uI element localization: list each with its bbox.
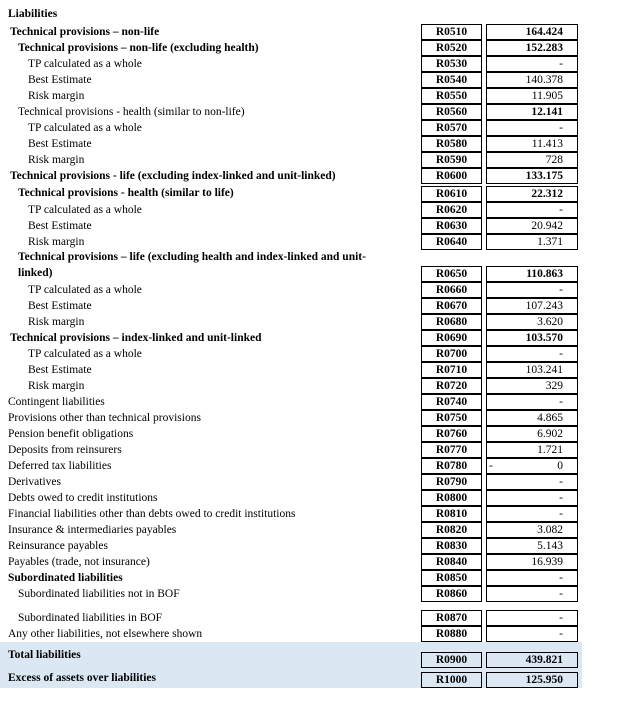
row-value: [486, 610, 578, 626]
table-row: [0, 668, 634, 688]
row-value-text: 107.243: [525, 300, 563, 312]
row-value: [486, 570, 578, 586]
row-code: R0580: [421, 136, 482, 152]
row-value-text: 22.312: [531, 188, 563, 200]
row-code: R0590: [421, 152, 482, 168]
row-code: R0540: [421, 72, 482, 88]
row-value-text: 103.570: [525, 332, 563, 344]
table-row: [0, 88, 634, 104]
row-label: TP calculated as a whole: [28, 57, 142, 70]
row-value: [486, 346, 578, 362]
table-row: [0, 474, 634, 490]
row-value-text: 164.424: [525, 26, 563, 38]
row-code: R0880: [421, 626, 482, 642]
row-value: [486, 56, 578, 72]
row-label: Provisions other than technical provisions: [8, 411, 201, 424]
row-value: [486, 458, 578, 474]
row-label: Technical provisions – index-linked and unit-linked: [10, 331, 262, 344]
row-label: Risk margin: [28, 89, 85, 102]
row-label: Best Estimate: [28, 137, 92, 150]
row-label: Deposits from reinsurers: [8, 443, 122, 456]
row-code: R1000: [421, 672, 482, 688]
row-value-text: -: [559, 476, 563, 488]
row-value-text: -: [559, 122, 563, 134]
row-label: TP calculated as a whole: [28, 283, 142, 296]
table-row: [0, 538, 634, 554]
row-value-text: -: [559, 284, 563, 296]
row-value: [486, 314, 578, 330]
row-value: [486, 652, 578, 668]
row-value: [486, 152, 578, 168]
row-value: [486, 442, 578, 458]
row-value-text: 728: [545, 154, 563, 166]
row-value: [486, 24, 578, 40]
row-label: Any other liabilities, not elsewhere shown: [8, 627, 203, 640]
table-row: [0, 72, 634, 88]
row-label: Debts owed to credit institutions: [8, 491, 158, 504]
row-label: Best Estimate: [28, 299, 92, 312]
row-value: [486, 626, 578, 642]
row-label: TP calculated as a whole: [28, 347, 142, 360]
row-label: Payables (trade, not insurance): [8, 555, 150, 568]
row-label: Technical provisions – life (excluding health and index-linked and unit-: [18, 251, 366, 263]
row-value: [486, 202, 578, 218]
table-row: [0, 362, 634, 378]
row-value-text: 133.175: [525, 170, 563, 182]
table-row: [0, 570, 634, 586]
row-value-text: 3.082: [537, 524, 563, 536]
table-row: [0, 426, 634, 442]
row-value: [486, 72, 578, 88]
row-code: R0610: [421, 186, 482, 202]
table-row: [0, 506, 634, 522]
row-code: R0750: [421, 410, 482, 426]
row-label: Derivatives: [8, 475, 62, 488]
row-code: R0680: [421, 314, 482, 330]
row-label: Best Estimate: [28, 73, 92, 86]
row-code: R0550: [421, 88, 482, 104]
table-row: [0, 218, 634, 234]
table-row: [0, 24, 634, 40]
row-value: [486, 298, 578, 314]
table-row: [0, 282, 634, 298]
table-row: [0, 152, 634, 168]
table-row: [0, 346, 634, 362]
row-code: R0780: [421, 458, 482, 474]
row-value-text: 6.902: [537, 428, 563, 440]
table-row: [0, 314, 634, 330]
row-value-text: 3.620: [537, 316, 563, 328]
row-value: [486, 266, 578, 282]
row-label: Technical provisions – non-life: [10, 25, 160, 38]
row-value: [486, 362, 578, 378]
table-row: [0, 442, 634, 458]
row-label: TP calculated as a whole: [28, 203, 142, 216]
row-value: [486, 40, 578, 56]
row-code: R0630: [421, 218, 482, 234]
row-code: R0520: [421, 40, 482, 56]
table-row: [0, 586, 634, 602]
row-label: Contingent liabilities: [8, 395, 105, 408]
row-code: R0830: [421, 538, 482, 554]
row-value: [486, 186, 578, 202]
row-label: Reinsurance payables: [8, 539, 108, 552]
row-code: R0710: [421, 362, 482, 378]
row-value: [486, 394, 578, 410]
row-value: [486, 218, 578, 234]
row-code: R0660: [421, 282, 482, 298]
row-value: [486, 586, 578, 602]
row-code: R0810: [421, 506, 482, 522]
table-row: [0, 490, 634, 506]
row-value-text: 439.821: [525, 654, 563, 666]
row-label: Subordinated liabilities: [8, 571, 123, 584]
row-value-text: 140.378: [525, 74, 563, 86]
row-value-text: -: [559, 612, 563, 624]
row-label: Deferred tax liabilities: [8, 459, 112, 472]
row-value: [486, 410, 578, 426]
row-value-text: -: [559, 348, 563, 360]
row-value-text: -: [559, 628, 563, 640]
row-value: [486, 554, 578, 570]
row-value: [486, 104, 578, 120]
table-row: [0, 40, 634, 56]
row-code: R0760: [421, 426, 482, 442]
row-code: R0650: [421, 266, 482, 282]
row-label: Financial liabilities other than debts owed to credit institutions: [8, 507, 296, 520]
row-label: Risk margin: [28, 379, 85, 392]
table-row: [0, 298, 634, 314]
row-code: R0840: [421, 554, 482, 570]
row-label: Insurance & intermediaries payables: [8, 523, 177, 536]
row-value-text: 1.371: [537, 236, 563, 248]
row-value-text: 1.721: [537, 444, 563, 456]
row-value-text: -: [559, 588, 563, 600]
row-label: Best Estimate: [28, 363, 92, 376]
row-value-text: 110.863: [526, 268, 563, 280]
row-value-text: -: [559, 396, 563, 408]
table-row: [0, 184, 634, 202]
table-row: [0, 554, 634, 570]
row-value: [486, 234, 578, 250]
row-code: R0900: [421, 652, 482, 668]
row-code: R0740: [421, 394, 482, 410]
row-code: R0620: [421, 202, 482, 218]
row-value: [486, 538, 578, 554]
row-label: Subordinated liabilities not in BOF: [18, 587, 180, 600]
section-header: Liabilities: [8, 8, 58, 20]
table-row: [0, 610, 634, 626]
row-label: Risk margin: [28, 315, 85, 328]
table-row: [0, 410, 634, 426]
row-code: R0860: [421, 586, 482, 602]
table-row: [0, 202, 634, 218]
row-value-text: -: [559, 492, 563, 504]
row-value-text: 4.865: [537, 412, 563, 424]
table-row: [0, 626, 634, 642]
row-value-text: -: [559, 204, 563, 216]
table-row: [0, 234, 634, 250]
row-code: R0560: [421, 104, 482, 120]
row-code: R0510: [421, 24, 482, 40]
table-row: [0, 120, 634, 136]
table-row: [0, 56, 634, 72]
row-code: R0670: [421, 298, 482, 314]
row-value: [486, 136, 578, 152]
row-value-text: 20.942: [531, 220, 563, 232]
table-row: [0, 168, 634, 184]
table-row: [0, 394, 634, 410]
row-code: R0640: [421, 234, 482, 250]
row-label: Pension benefit obligations: [8, 427, 134, 440]
row-label: Risk margin: [28, 153, 85, 166]
row-code: R0720: [421, 378, 482, 394]
value-prefix: -: [489, 460, 493, 472]
row-value-text: 5.143: [537, 540, 563, 552]
row-value: [486, 378, 578, 394]
table-row: [0, 458, 634, 474]
row-value-text: -: [559, 58, 563, 70]
row-value-text: 11.413: [531, 138, 563, 150]
row-value-text: 12.141: [531, 106, 563, 118]
row-label: Best Estimate: [28, 219, 92, 232]
row-value-text: 16.939: [531, 556, 563, 568]
row-value: [486, 426, 578, 442]
table-row: [0, 104, 634, 120]
row-label: Subordinated liabilities in BOF: [18, 611, 163, 624]
table-row: [0, 522, 634, 538]
row-code: R0850: [421, 570, 482, 586]
table-row: [0, 330, 634, 346]
row-code: R0530: [421, 56, 482, 72]
table-row: [0, 250, 634, 282]
table-row: [0, 642, 634, 668]
row-value-text: -: [559, 572, 563, 584]
row-value-text: 125.950: [525, 674, 563, 686]
row-value: [486, 474, 578, 490]
row-code: R0570: [421, 120, 482, 136]
row-label: Risk margin: [28, 235, 85, 248]
row-value-text: 11.905: [531, 90, 563, 102]
row-value: [486, 672, 578, 688]
row-code: R0690: [421, 330, 482, 346]
row-value-text: 329: [545, 380, 563, 392]
row-value-text: 103.241: [525, 364, 563, 376]
row-label: Total liabilities: [8, 648, 81, 661]
row-value: [486, 330, 578, 346]
row-code: R0870: [421, 610, 482, 626]
row-value: [486, 522, 578, 538]
row-label: Technical provisions - health (similar to life): [18, 186, 234, 199]
table-row: [0, 136, 634, 152]
row-value-text: 152.283: [525, 42, 563, 54]
row-label: Excess of assets over liabilities: [8, 671, 156, 684]
table-row: [0, 378, 634, 394]
row-label: TP calculated as a whole: [28, 121, 142, 134]
row-value: [486, 168, 578, 184]
row-value: [486, 506, 578, 522]
row-code: R0770: [421, 442, 482, 458]
row-label: Technical provisions – non-life (excluding health): [18, 41, 259, 54]
row-code: R0790: [421, 474, 482, 490]
row-label-continuation: linked): [18, 267, 53, 279]
row-value: [486, 282, 578, 298]
row-value: [486, 490, 578, 506]
row-code: R0700: [421, 346, 482, 362]
row-value-text: 0: [557, 460, 563, 472]
row-label: Technical provisions - health (similar to non-life): [18, 105, 245, 118]
row-value: [486, 120, 578, 136]
row-label: Technical provisions - life (excluding index-linked and unit-linked): [10, 169, 336, 182]
row-code: R0800: [421, 490, 482, 506]
row-value-text: -: [559, 508, 563, 520]
row-code: R0820: [421, 522, 482, 538]
row-value: [486, 88, 578, 104]
row-code: R0600: [421, 168, 482, 184]
